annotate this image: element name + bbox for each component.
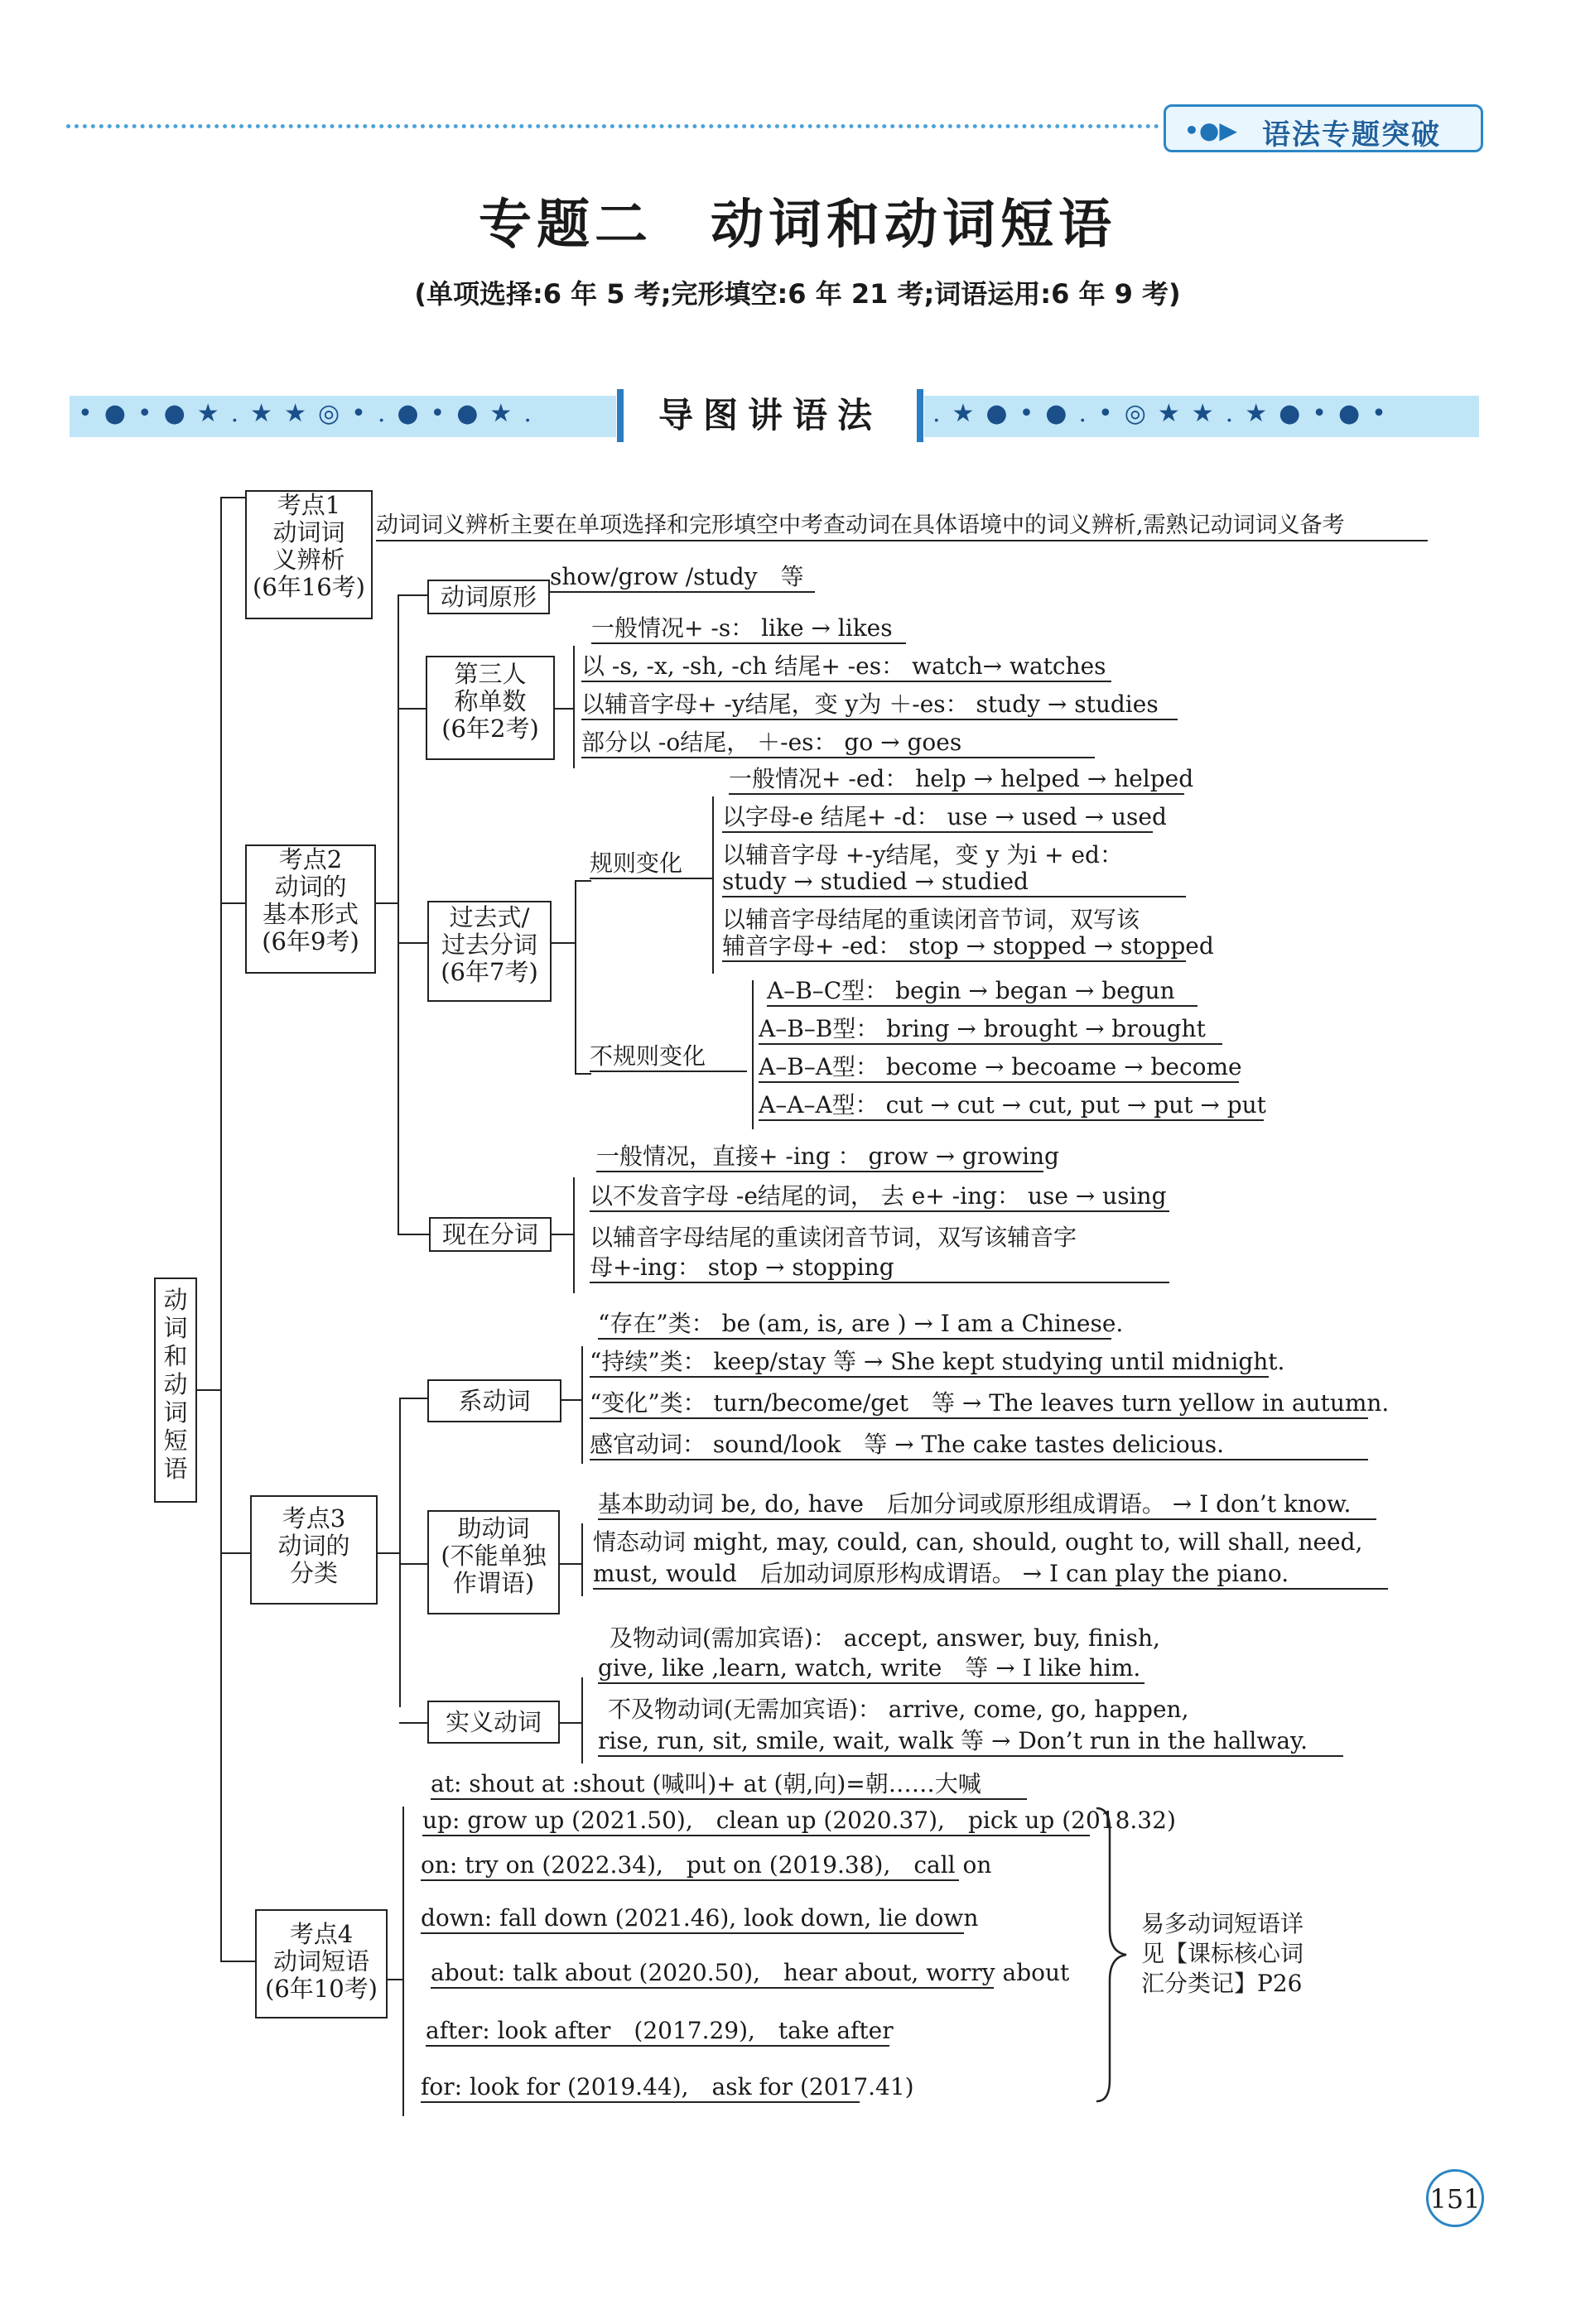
phrase-row: down: fall down (2021.46), look down, lie down — [421, 1904, 964, 1934]
connector — [555, 708, 575, 710]
connector — [220, 902, 245, 904]
third-rule: 以辅音字母+ -y结尾，变 y为 ＋-es： study → studies — [581, 690, 1178, 720]
phrase-row: about: talk about (2020.50), hear about, worry about — [431, 1959, 994, 1989]
regular-rule: 以辅音字母 +-y结尾，变 y 为i + ed： — [722, 841, 1123, 868]
right-brace-icon — [1093, 1805, 1135, 2105]
phrase-note — [1141, 1909, 1303, 1999]
present-rule: 以辅音字母结尾的重读闭音节词，双写该辅音字 — [590, 1224, 1077, 1251]
connector — [376, 902, 399, 904]
star-dot-decoration: .★●•●.•◎★★.★●•●• — [932, 399, 1398, 428]
header-dotted-rule — [66, 124, 1159, 128]
present-rule: 一般情况，直接+ -ing ： grow → growing — [596, 1143, 1043, 1172]
third-label-line: 称单数 — [454, 687, 527, 715]
kp3-label-line: 分类 — [289, 1559, 338, 1587]
irregular-rule: A–A–A型： cut → cut → cut, put → put → put — [759, 1091, 1264, 1121]
past-tense-node — [427, 901, 552, 1002]
third-label-line: 第三人 — [454, 660, 527, 688]
note-line: 见【课标核心词 — [1141, 1940, 1304, 1967]
aux-label-line: (不能单独 — [441, 1542, 547, 1570]
present-rule: 母+-ing： stop → stopping — [590, 1253, 1169, 1283]
kp4-label-line: 动词短语 — [272, 1947, 369, 1975]
regular-rule: 一般情况+ -ed： help → helped → helped — [729, 765, 1184, 795]
root-label: 动词和动词短语 — [163, 1286, 188, 1483]
regular-rule: 以字母-e 结尾+ -d： use → used → used — [722, 803, 1153, 833]
regular-rule: 辅音字母+ -ed： stop → stopped → stopped — [722, 932, 1186, 962]
kp3-trunk — [399, 1398, 401, 1707]
irregular-bracket — [752, 980, 754, 1129]
connector — [220, 1552, 250, 1554]
page-title: 专题二 动词和动词短语 — [479, 195, 1116, 256]
phrase-row: after: look after (2017.29), take after — [426, 2017, 889, 2047]
kp1-label-line: 动词词 — [272, 518, 345, 546]
section-tag-label: 语法专题突破 — [1262, 118, 1441, 152]
kp1-description: 动词词义辨析主要在单项选择和完形填空中考查动词在具体语境中的词义辨析,需熟记动词词义备考 — [376, 512, 1428, 541]
past-label-line: 过去式/ — [449, 903, 530, 931]
root-trunk — [220, 497, 222, 1962]
phrase-row: for: look for (2019.44), ask for (2017.41) — [421, 2073, 860, 2103]
connector — [398, 594, 427, 596]
linking-rule: “变化”类： turn/become/get 等 → The leaves turn yellow in autumn. — [590, 1389, 1368, 1419]
third-person-node — [426, 656, 555, 760]
regular-rule: 以辅音字母结尾的重读闭音节词，双写该 — [722, 906, 1140, 933]
phrase-row: up: grow up (2021.50), clean up (2020.37), pick up (2018.32) — [422, 1807, 1090, 1836]
star-dot-decoration: •●•●★.★★◎•.●•●★. — [78, 399, 543, 428]
linking-bracket — [581, 1346, 583, 1464]
section-tag — [1164, 104, 1483, 152]
third-rule: 部分以 -o结尾， ＋-es： go → goes — [581, 729, 1095, 758]
page-subtitle: (单项选择:6 年 5 考;完形填空:6 年 21 考;词语运用:6 年 9 考) — [414, 278, 1181, 310]
connector — [398, 708, 426, 710]
connector — [575, 880, 591, 882]
linking-rule: “存在”类： be (am, is, are ) → I am a Chinese. — [598, 1310, 1111, 1340]
kp4-trunk — [402, 1807, 404, 2116]
connector — [561, 1399, 583, 1401]
kp3-node — [250, 1495, 378, 1605]
kp1-label-line: (6年16考) — [253, 573, 365, 601]
third-bracket — [573, 646, 575, 768]
kp2-label-line: 基本形式 — [262, 900, 359, 928]
aux-rule: 情态动词 might, may, could, can, should, ought to, will shall, need, — [593, 1528, 1363, 1556]
connector — [197, 1389, 222, 1391]
page-number: 151 — [1426, 2169, 1484, 2227]
third-label-line: (6年2考) — [441, 715, 539, 743]
kp2-label-line: 考点2 — [278, 845, 343, 873]
connector — [575, 1073, 591, 1075]
kp2-label-line: (6年9考) — [262, 927, 359, 955]
connector — [220, 497, 245, 498]
kp3-label-line: 动词的 — [277, 1532, 350, 1560]
phrase-row: at: shout at :shout (喊叫)+ at (朝,向)=朝……大喊 — [431, 1770, 1027, 1800]
kp3-label-line: 考点3 — [282, 1504, 346, 1532]
notional-rule: rise, run, sit, smile, wait, walk 等 → Don’t run in the hallway. — [598, 1727, 1343, 1757]
connector — [399, 1722, 429, 1724]
connector — [398, 1234, 431, 1235]
linking-verb-node: 系动词 — [427, 1379, 561, 1422]
auxiliary-verb-node — [427, 1510, 560, 1614]
connector — [220, 1961, 257, 1962]
note-line: 易多动词短语详 — [1141, 1910, 1304, 1937]
present-bracket — [573, 1177, 575, 1293]
regular-bracket — [712, 796, 714, 974]
past-trunk — [575, 880, 576, 1075]
banner-left-deco — [70, 396, 616, 437]
base-form-node: 动词原形 — [427, 580, 550, 614]
irregular-rule: A–B–B型： bring → brought → brought — [759, 1015, 1222, 1045]
kp4-label-line: 考点4 — [289, 1920, 354, 1948]
kp2-label-line: 动词的 — [274, 873, 347, 901]
irregular-rule: A–B–A型： become → becoame → become — [759, 1053, 1239, 1083]
third-rule: 以 -s, -x, -sh, -ch 结尾+ -es： watch→ watches — [581, 652, 1111, 682]
notional-bracket — [581, 1677, 583, 1763]
linking-rule: “持续”类： keep/stay 等 → She kept studying until midnight. — [590, 1348, 1269, 1378]
irregular-rule: A–B–C型： begin → began → begun — [767, 977, 1197, 1007]
kp1-label-line: 考点1 — [277, 491, 341, 519]
note-line: 汇分类记】P26 — [1141, 1970, 1303, 1997]
play-arrow-icon: •●▶ — [1184, 117, 1237, 144]
regular-label: 规则变化 — [590, 849, 714, 879]
connector — [399, 1563, 429, 1565]
kp2-trunk — [398, 594, 399, 1234]
past-label-line: (6年7考) — [441, 958, 538, 986]
linking-rule: 感官动词： sound/look 等 → The cake tastes delicious. — [590, 1431, 1368, 1460]
aux-bracket — [581, 1523, 583, 1596]
kp4-label-line: (6年10考) — [265, 1975, 378, 2003]
past-label-line: 过去分词 — [441, 931, 537, 959]
third-rule: 一般情况+ -s： like → likes — [591, 614, 906, 644]
connector — [552, 942, 576, 944]
notional-rule: 及物动词(需加宾语)： accept, answer, buy, finish, — [610, 1624, 1160, 1652]
connector — [388, 1979, 404, 1980]
banner-title: 导图讲语法 — [617, 389, 923, 442]
notional-rule: 不及物动词(无需加宾语)： arrive, come, go, happen, — [608, 1696, 1189, 1723]
root-node — [154, 1277, 197, 1503]
aux-rule: must, would 后加动词原形构成谓语。 → I can play the piano. — [593, 1560, 1388, 1590]
connector — [560, 1722, 583, 1724]
connector — [398, 942, 427, 944]
notional-verb-node: 实义动词 — [427, 1701, 560, 1744]
kp4-node — [255, 1909, 388, 2018]
banner-right-deco — [924, 396, 1479, 437]
regular-rule: study → studied → studied — [722, 868, 1186, 897]
connector — [552, 1234, 575, 1235]
kp1-label-line: 义辨析 — [272, 546, 345, 574]
aux-rule: 基本助动词 be, do, have 后加分词或原形组成谓语。 → I don’t know. — [598, 1490, 1376, 1520]
present-participle-node: 现在分词 — [429, 1217, 552, 1252]
connector — [399, 1398, 429, 1399]
kp1-node — [245, 490, 373, 619]
connector — [378, 1552, 401, 1554]
connector — [560, 1563, 583, 1565]
aux-label-line: 作谓语) — [452, 1569, 535, 1597]
kp2-node — [245, 844, 376, 974]
irregular-label: 不规则变化 — [590, 1042, 747, 1072]
notional-rule: give, like ,learn, watch, write 等 → I like him. — [598, 1654, 1144, 1684]
present-rule: 以不发音字母 -e结尾的词， 去 e+ -ing： use → using — [590, 1182, 1169, 1212]
phrase-row: on: try on (2022.34), put on (2019.38), call on — [421, 1851, 959, 1881]
aux-label-line: 助动词 — [457, 1514, 530, 1542]
base-form-text: show/grow /study 等 — [550, 563, 815, 593]
